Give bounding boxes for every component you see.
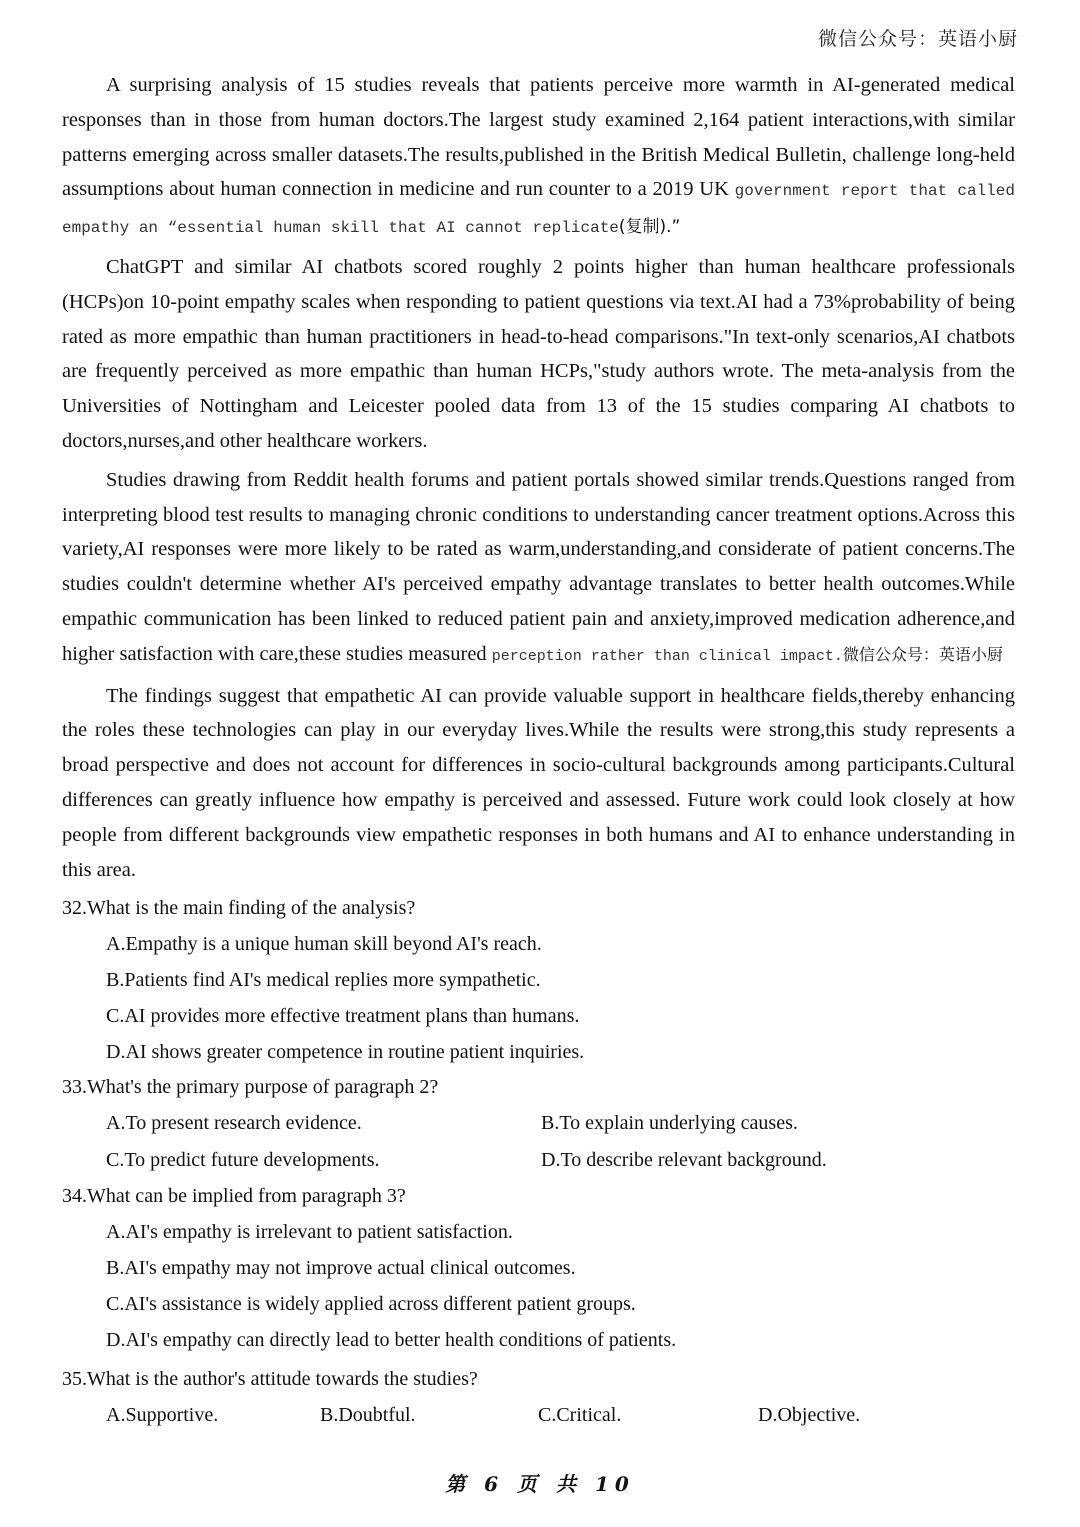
- paragraph-3-text: Studies drawing from Reddit health forums and patient portals showed similar trends.Questions ranged from interpreting blood test results to managing chronic conditions to understanding cancer treatment options.Across this variety,AI responses were more likely to be rated as warm,understanding,and considerate of patient concerns.The studies couldn't determine whether AI's perceived empathy advantage translates to better health outcomes.While empathic communication has been linked to reduced patient pain and anxiety,improved medication adherence,and higher satisfaction with care,these studies measured: [62, 468, 1015, 665]
- paragraph-1-text: A surprising analysis of 15 studies reveals that patients perceive more warmth in AI-generated medical responses than in those from human doctors.The largest study examined 2,164 patient interactions,with similar patterns emerging across smaller datasets.The results,published in the British Medical Bulletin, challenge long-held assumptions about human connection in medicine and run counter to a 2019 UK: [62, 74, 1015, 201]
- option-d: D.AI's empathy can directly lead to better health conditions of patients.: [106, 1329, 677, 1352]
- option-d: D.To describe relevant background.: [541, 1149, 827, 1172]
- question-stem: 33.What's the primary purpose of paragraph 2?: [62, 1076, 439, 1099]
- question-stem: 32.What is the main finding of the analysis?: [62, 897, 416, 920]
- option-d: D.Objective.: [758, 1404, 861, 1427]
- paragraph-2: ChatGPT and similar AI chatbots scored roughly 2 points higher than human healthcare professionals (HCPs)on 10-point empathy scales when responding to patient questions via text.AI had a 73%probability of being rated as more empathic than human practitioners in head-to-head comparisons."In text-only scenarios,AI chatbots are frequently perceived as more empathic than human HCPs,"study authors wrote. The meta-analysis from the Universities of Nottingham and Leicester pooled data from 13 of the 15 studies comparing AI chatbots to doctors,nurses,and other healthcare workers.: [62, 255, 1015, 452]
- option-a: A.Supportive.: [106, 1404, 219, 1427]
- option-c: C.Critical.: [538, 1404, 622, 1427]
- paragraph-1-tail: government report that called empathy an “essential human skill that AI cannot replicate: [62, 182, 1015, 238]
- question-35: [62, 1362, 1015, 1433]
- option-a: A.Empathy is a unique human skill beyond AI's reach.: [106, 933, 542, 956]
- question-34: [62, 1179, 1015, 1358]
- paragraph-1: [62, 68, 1015, 246]
- option-b: B.Doubtful.: [320, 1404, 416, 1427]
- paragraph-4: The findings suggest that empathetic AI can provide valuable support in healthcare fields,thereby enhancing the roles these technologies can play in our everyday lives.While the results were strong,this study represents a broad perspective and does not account for differences in socio-cultural backgrounds among participants.Cultural differences can greatly influence how empathy is perceived and assessed. Future work could look closely at how people from different backgrounds view empathetic responses in both humans and AI to enhance understanding in this area.: [62, 684, 1015, 881]
- option-d: D.AI shows greater competence in routine patient inquiries.: [106, 1041, 585, 1064]
- option-a: A.To present research evidence.: [106, 1112, 362, 1135]
- paragraph-3: [62, 463, 1015, 675]
- question-stem: 35.What is the author's attitude towards the studies?: [62, 1368, 478, 1391]
- page-number: 第 6 页 共 10: [445, 1472, 635, 1496]
- question-33: [62, 1070, 1015, 1179]
- option-c: C.AI's assistance is widely applied across different patient groups.: [106, 1293, 636, 1316]
- option-b: B.Patients find AI's medical replies more sympathetic.: [106, 969, 541, 992]
- option-a: A.AI's empathy is irrelevant to patient satisfaction.: [106, 1221, 513, 1244]
- paragraph-3-tail: perception rather than clinical impact.: [491, 647, 843, 665]
- reading-passage-section: [62, 68, 1015, 1433]
- gloss-annotation: (复制).”: [618, 217, 681, 238]
- option-b: B.AI's empathy may not improve actual clinical outcomes.: [106, 1257, 576, 1280]
- option-b: B.To explain underlying causes.: [541, 1112, 798, 1135]
- question-32: [62, 891, 1015, 1070]
- option-c: C.AI provides more effective treatment plans than humans.: [106, 1005, 580, 1028]
- inline-watermark: 微信公众号：英语小厨: [842, 644, 1003, 664]
- option-c: C.To predict future developments.: [106, 1149, 380, 1172]
- question-stem: 34.What can be implied from paragraph 3?: [62, 1185, 406, 1208]
- watermark-header: 微信公众号：英语小厨: [817, 28, 1018, 50]
